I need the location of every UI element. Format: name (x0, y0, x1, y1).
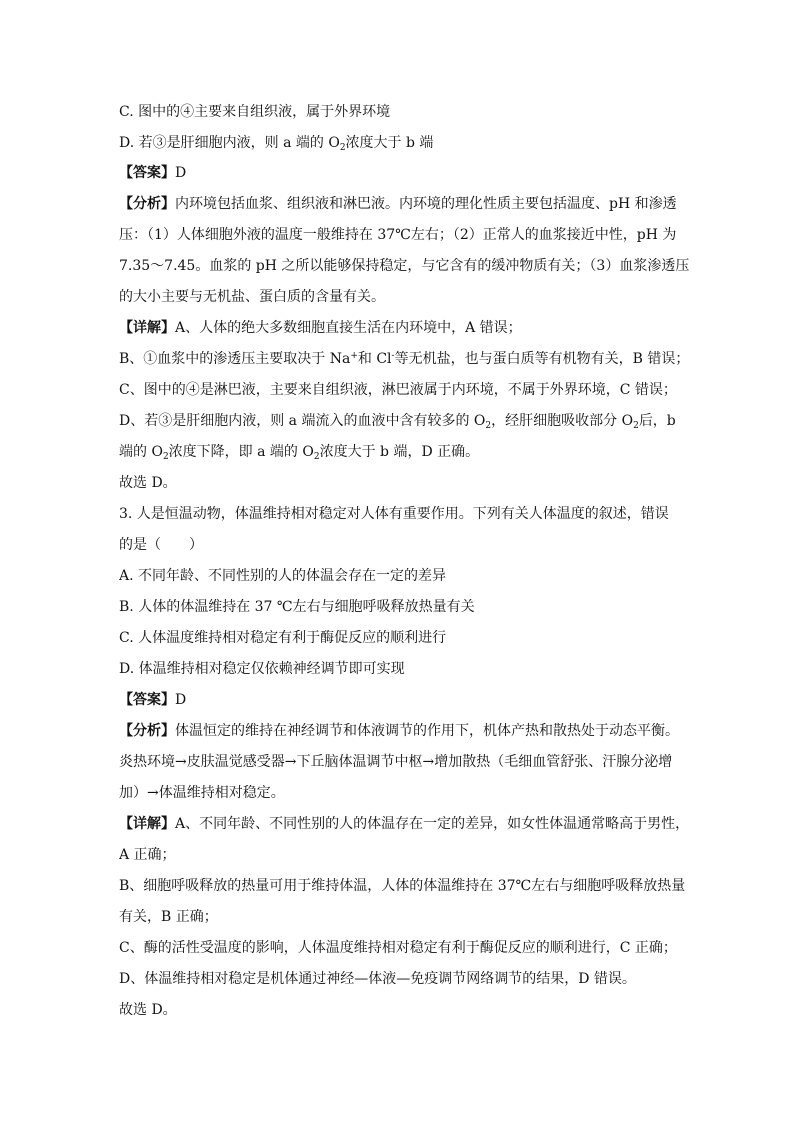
q2-detail-a: 【详解】A、人体的绝大多数细胞直接生活在内环境中，A 错误； (119, 320, 522, 336)
q2-analysis-line-1: 【分析】内环境包括血浆、组织液和淋巴液。内环境的理化性质主要包括温度、pH 和渗透 (119, 196, 677, 212)
q2-answer (119, 163, 689, 183)
q3-option-c: C. 人体温度维持相对稳定有利于酶促反应的顺利进行 (119, 630, 447, 646)
q3-option-b: B. 人体的体温维持在 37 ℃左右与细胞呼吸释放热量有关 (119, 599, 475, 615)
q3-analysis-line-1: 【分析】体温恒定的维持在神经调节和体液调节的作用下，机体产热和散热处于动态平衡。 (119, 723, 679, 739)
q2-detail-b: B、①血浆中的渗透压主要取决于 Na+和 Cl-等无机盐，也与蛋白质等有机物有关，B 错误； (119, 351, 689, 367)
q3-conclusion: 故选 D。 (119, 1002, 177, 1018)
q2-detail-c: C、图中的④是淋巴液，主要来自组织液，淋巴液属于内环境，不属于外界环境，C 错误； (119, 382, 677, 398)
q2-analysis-label: 【分析】 (119, 196, 175, 212)
q3-detail-d: D、体温维持相对稳定是机体通过神经—体液—免疫调节网络调节的结果，D 错误。 (119, 971, 636, 987)
q3-detail-c: C、酶的活性受温度的影响，人体温度维持相对稳定有利于酶促反应的顺利进行，C 正确； (119, 940, 677, 956)
q3-analysis-line-2: 炎热环境→皮肤温觉感受器→下丘脑体温调节中枢→增加散热（毛细血管舒张、汗腺分泌增 (119, 754, 673, 770)
q2-conclusion: 故选 D。 (119, 475, 177, 491)
q2-analysis-line-4: 的大小主要与无机盐、蛋白质的含量有关。 (119, 289, 385, 305)
q3-detail-b-line-1: B、细胞呼吸释放的热量可用于维持体温，人体的体温维持在 37℃左右与细胞呼吸释放热量 (119, 878, 686, 894)
q2-answer-value: D (175, 165, 187, 181)
q3-answer (119, 690, 689, 710)
q2-detail-d-line-2: 端的 $O_2$浓度下降，即 a 端的 $O_2$浓度大于 b 端，D 正确。 (119, 444, 480, 462)
q3-option-d: D. 体温维持相对稳定仅依赖神经调节即可实现 (119, 661, 405, 677)
q3-detail-a-line-2: A 正确； (119, 847, 176, 863)
q3-answer-value: D (175, 692, 187, 708)
q3-analysis-line-3: 加）→体温维持相对稳定。 (119, 785, 285, 801)
q2-detail-d-line-1: D、若③是肝细胞内液，则 a 端流入的血液中含有较多的 $O_2$，经肝细胞吸收部分 $O_2$后，b (119, 413, 676, 431)
q2-detail-label: 【详解】 (119, 320, 175, 336)
q2-analysis-line-3: 7.35～7.45。血浆的 pH 之所以能够保持稳定，与它含有的缓冲物质有关；（3）血浆渗透压 (119, 258, 689, 274)
q3-analysis-label: 【分析】 (119, 723, 175, 739)
q3-detail-b-line-2: 有关，B 正确； (119, 909, 218, 925)
q2-option-c: C. 图中的④主要来自组织液，属于外界环境 (119, 104, 391, 120)
q2-answer-label: 【答案】 (119, 165, 175, 181)
q2-option-d: D. 若③是肝细胞内液，则 a 端的 $O_2$浓度大于 b 端 (119, 135, 434, 153)
q2-analysis-line-2: 压：（1）人体细胞外液的温度一般维持在 37℃左右；（2）正常人的血浆接近中性，pH 为 (119, 227, 677, 243)
q3-detail-a-line-1: 【详解】A、不同年龄、不同性别的人的体温存在一定的差异，如女性体温通常略高于男性， (119, 816, 689, 832)
q3-detail-label: 【详解】 (119, 816, 175, 832)
q3-stem-line-2: 的是（ ） (119, 537, 203, 553)
q3-answer-label: 【答案】 (119, 692, 175, 708)
q3-stem-line-1: 3. 人是恒温动物，体温维持相对稳定对人体有重要作用。下列有关人体温度的叙述，错误 (119, 506, 669, 522)
q3-option-a: A. 不同年龄、不同性别的人的体温会存在一定的差异 (119, 568, 447, 584)
